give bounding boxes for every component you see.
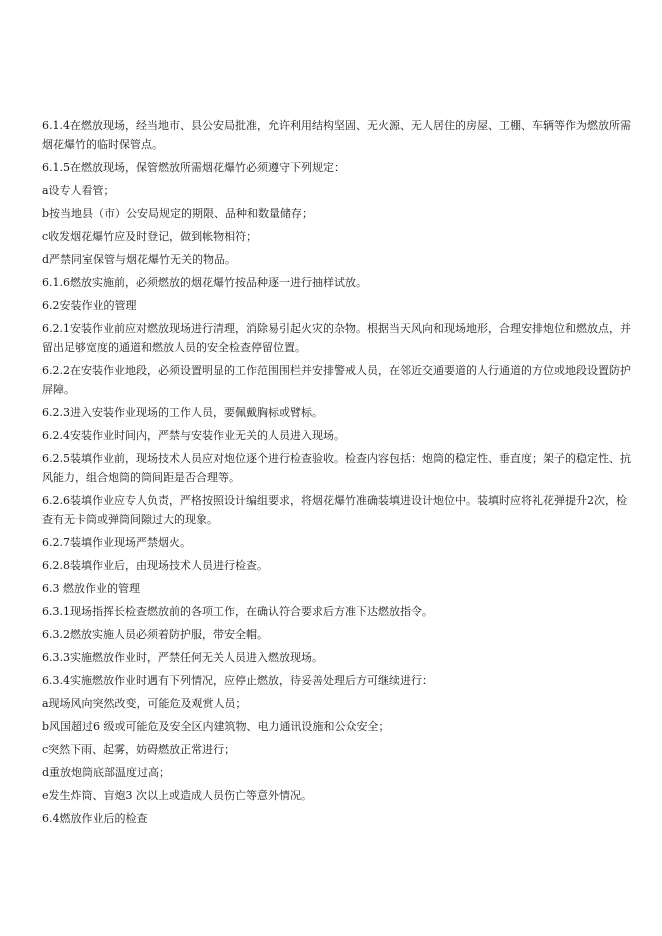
condition-item-b: b风国超过6 级或可能危及安全区内建筑物、电力通讯设施和公众安全； — [42, 720, 390, 733]
paragraph-6-3-4: 6.3.4实施燃放作业时遇有下列情况，应停止燃放，待妥善处理后方可继续进行： — [42, 674, 433, 687]
section-heading-6-4: 6.4燃放作业后的检查 — [42, 812, 148, 825]
document-body — [42, 116, 636, 832]
paragraph-6-2-8: 6.2.8装填作业后，由现场技术人员进行检查。 — [42, 559, 268, 572]
paragraph-6-2-1: 6.2.1安装作业前应对燃放现场进行清理，消除易引起火灾的杂物。根据当天风向和现场地形，合理安排炮位和燃放点，并留出足够宽度的通道和燃放人员的安全检查停留位置。 — [42, 322, 631, 354]
list-item-b: b按当地县（市）公安局规定的期限、品种和数量储存； — [42, 207, 314, 220]
paragraph-6-2-2: 6.2.2在安装作业地段，必须设置明显的工作范围围栏并安排警戒人员，在邻近交通要道的人行通道的方位或地段设置防护屏障。 — [42, 364, 631, 396]
paragraph-6-3-3: 6.3.3实施燃放作业时，严禁任何无关人员进入燃放现场。 — [42, 651, 323, 664]
paragraph-6-2-7: 6.2.7装填作业现场严禁烟火。 — [42, 536, 191, 549]
paragraph-6-1-6: 6.1.6燃放实施前，必须燃放的烟花爆竹按品种逐一进行抽样试放。 — [42, 276, 367, 289]
condition-item-d: d重放炮筒底部温度过高； — [42, 766, 171, 779]
section-heading-6-2: 6.2安装作业的管理 — [42, 299, 137, 312]
paragraph-6-3-2: 6.3.2燃放实施人员必须着防护服，带安全帽。 — [42, 628, 268, 641]
paragraph-6-2-4: 6.2.4安装作业时间内，严禁与安装作业无关的人员进入现场。 — [42, 429, 345, 442]
paragraph-6-1-5: 6.1.5在燃放现场，保管燃放所需烟花爆竹必须遵守下列规定： — [42, 161, 345, 174]
section-heading-6-3: 6.3 燃放作业的管理 — [42, 582, 140, 595]
list-item-d: d严禁同室保管与烟花爆竹无关的物品。 — [42, 253, 237, 266]
condition-item-c: c突然下雨、起雾，妨碍燃放正常进行； — [42, 743, 236, 756]
paragraph-6-2-5: 6.2.5装填作业前，现场技术人员应对炮位逐个进行检查验收。检查内容包括：炮筒的稳定性、垂直度；架子的稳定性、抗风能力，组合炮筒的筒间距是否合理等。 — [42, 452, 631, 484]
paragraph-6-3-1: 6.3.1现场指挥长检查燃放前的各项工作，在确认符合要求后方准下达燃放指令。 — [42, 605, 433, 618]
paragraph-6-1-4: 6.1.4在燃放现场，经当地市、县公安局批准，允许利用结构坚固、无火源、无人居住的房屋、工棚、车辆等作为燃放所需烟花爆竹的临时保管点。 — [42, 119, 631, 151]
paragraph-6-2-3: 6.2.3进入安装作业现场的工作人员，要佩戴胸标或臂标。 — [42, 406, 323, 419]
condition-item-e: e发生炸筒、盲炮3 次以上或造成人员伤亡等意外情况。 — [42, 789, 313, 802]
list-item-c: c收发烟花爆竹应及时登记，做到帐物相符； — [42, 230, 258, 243]
condition-item-a: a现场风向突然改变，可能危及观赏人员； — [42, 697, 247, 710]
list-item-a: a设专人看管； — [42, 184, 115, 197]
paragraph-6-2-6: 6.2.6装填作业应专人负责，严格按照设计编组要求，将烟花爆竹准确装填进设计炮位中。装填时应将礼花弹提升2次，检查有无卡筒或弹筒间隙过大的现象。 — [42, 494, 627, 526]
